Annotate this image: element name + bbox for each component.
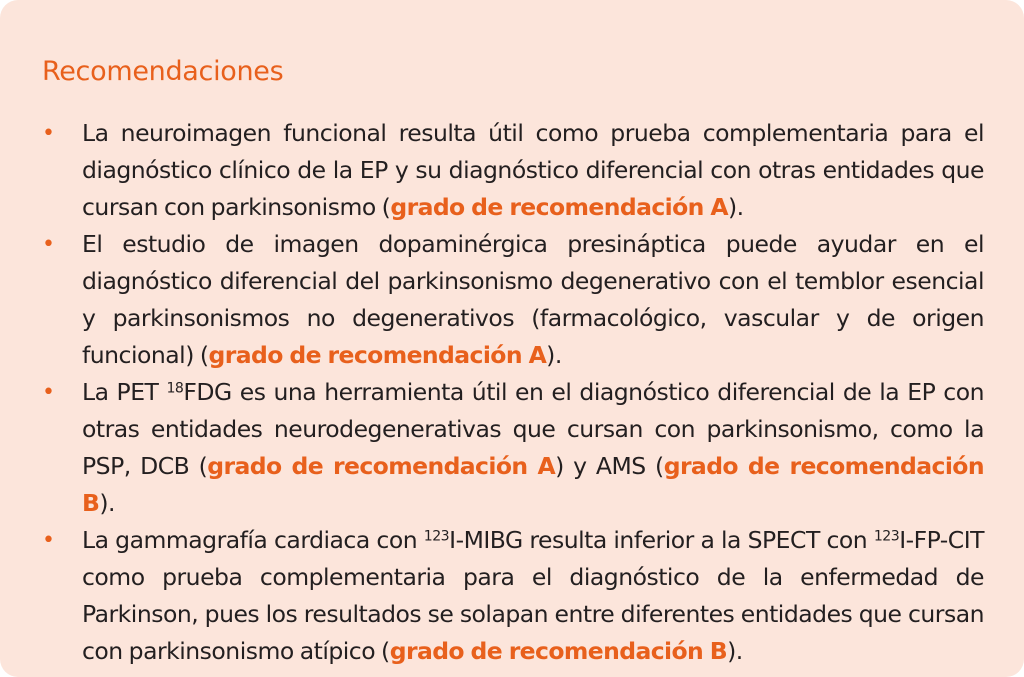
recommendation-text: ). xyxy=(99,489,115,517)
recommendation-item-4 xyxy=(42,522,984,670)
recommendation-item-1 xyxy=(42,115,984,226)
recommendation-grade: grado de recomendación B xyxy=(82,452,984,517)
recommendation-grade: grado de recomendación A xyxy=(390,193,728,221)
isotope-superscript: 123 xyxy=(873,528,900,545)
bullet-icon: • xyxy=(42,232,55,257)
recommendation-text: ). xyxy=(727,637,743,665)
bullet-icon: • xyxy=(42,121,55,146)
bullet-icon: • xyxy=(42,380,55,405)
recommendation-item-2 xyxy=(42,226,984,374)
recommendations-list xyxy=(42,115,984,670)
recommendation-text: I-MIBG resulta inferior a la SPECT con xyxy=(449,526,874,554)
recommendation-item-3 xyxy=(42,374,984,522)
recommendation-text: La neuroimagen funcional resulta útil como prueba complementaria para el diagnóstico clínico de la EP y su diagnóstico diferencial con otras entidades que cursan con parkinsonismo ( xyxy=(82,119,984,221)
section-title: Recomendaciones xyxy=(42,56,284,87)
recommendation-text: La PET xyxy=(82,378,167,406)
isotope-superscript: 123 xyxy=(423,528,450,545)
recommendation-grade: grado de recomendación A xyxy=(207,452,556,480)
recommendation-grade: grado de recomendación B xyxy=(389,637,728,665)
isotope-superscript: 18 xyxy=(166,380,184,397)
recommendation-text: La gammagrafía cardiaca con xyxy=(82,526,424,554)
bullet-icon: • xyxy=(42,528,55,553)
recommendation-text: El estudio de imagen dopaminérgica presináptica puede ayudar en el diagnóstico diferencial del parkinsonismo degenerativo con el temblor esencial y parkinsonismos no degenerativos (farmacológico, vascular y de origen funcional) ( xyxy=(82,230,984,369)
recommendation-grade: grado de recomendación A xyxy=(208,341,547,369)
recommendation-text: FDG es una herramienta útil en el diagnóstico diferencial de la EP con otras entidades neurodegenerativas que cursan con parkinsonismo, como la PSP, DCB ( xyxy=(82,378,984,480)
recommendation-text: ). xyxy=(546,341,562,369)
recommendation-text: ) y AMS ( xyxy=(555,452,664,480)
recommendation-text: ). xyxy=(727,193,744,221)
recommendation-text: I-FP-CIT como prueba complementaria para el diagnóstico de la enfermedad de Parkinson, pues los resultados se solapan entre diferentes entidades que cursan con parkinsonismo atípico ( xyxy=(82,526,984,665)
